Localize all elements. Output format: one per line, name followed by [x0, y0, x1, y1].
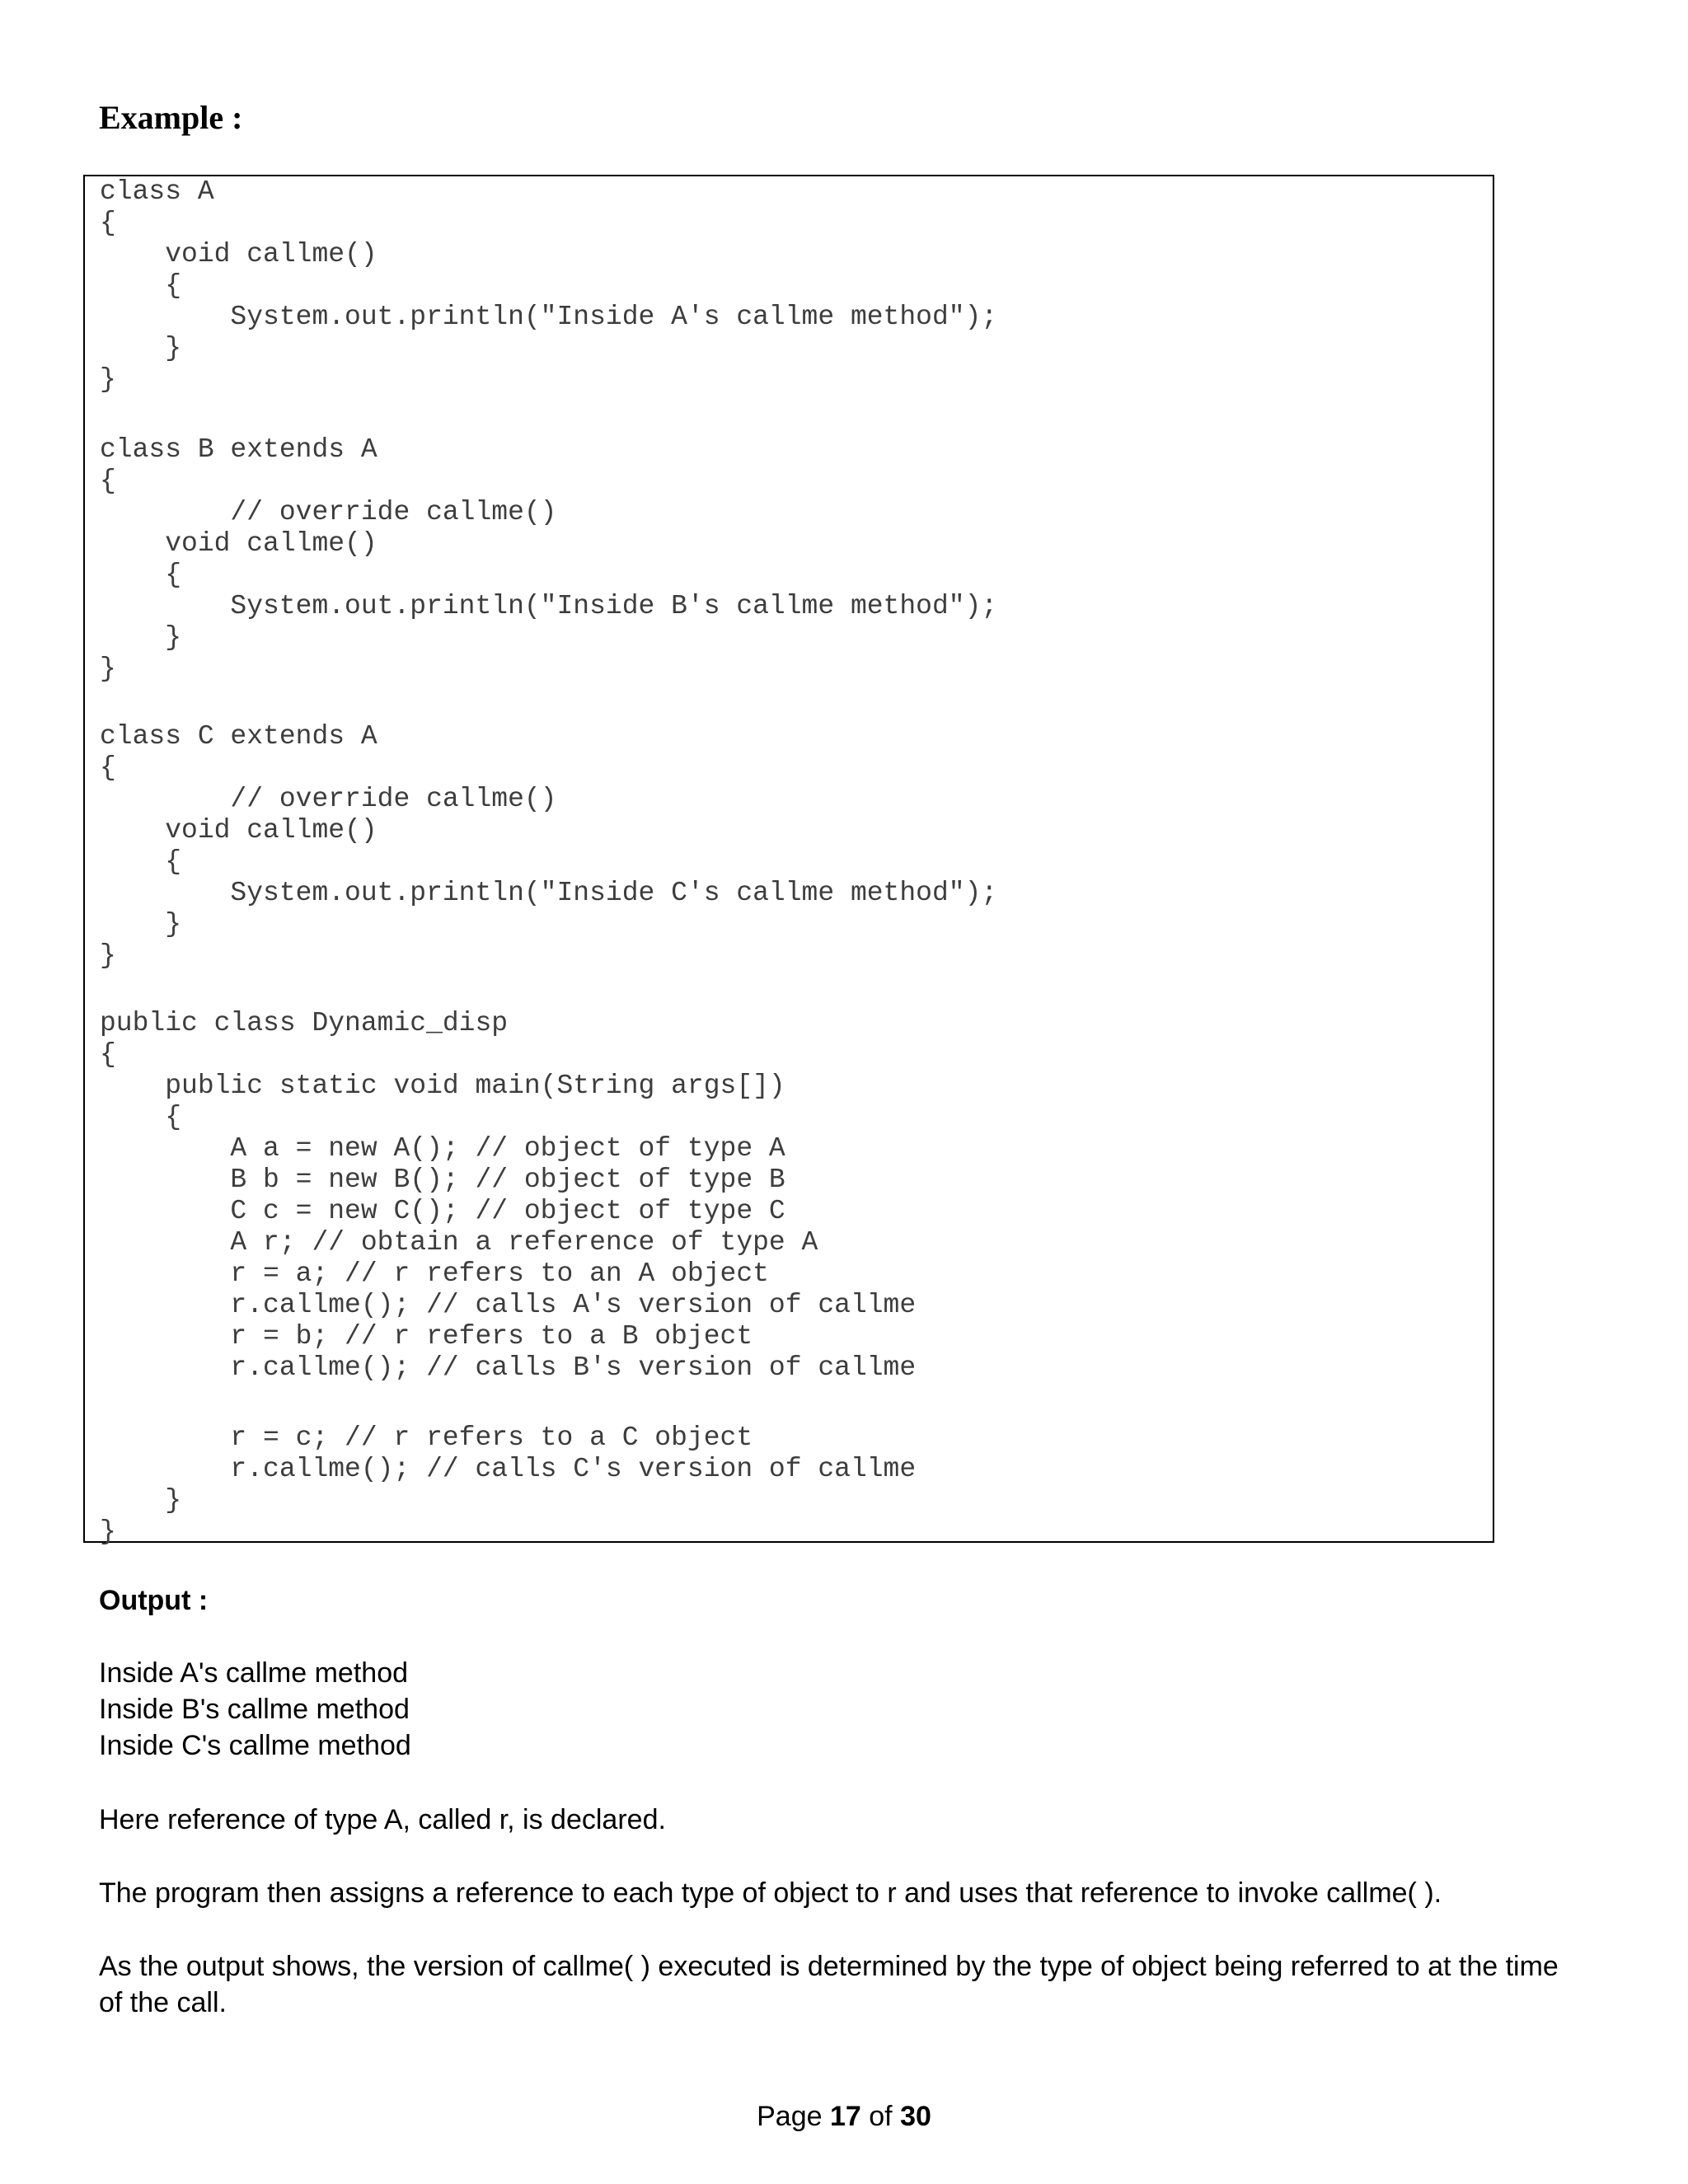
- code-line: {: [100, 466, 116, 496]
- code-line: B b = new B(); // object of type B: [100, 1165, 785, 1195]
- code-line: class C extends A: [100, 721, 377, 752]
- output-line: Inside B's callme method: [99, 1694, 410, 1725]
- output-line: Inside A's callme method: [99, 1657, 409, 1689]
- footer-current-page: 17: [829, 2101, 861, 2132]
- code-line: }: [100, 1516, 116, 1547]
- code-line: }: [100, 1485, 182, 1516]
- code-line: {: [100, 560, 182, 590]
- code-line: {: [100, 1039, 116, 1070]
- code-line: {: [100, 270, 182, 301]
- code-line: {: [100, 752, 116, 783]
- code-line: System.out.println("Inside C's callme method");: [100, 878, 998, 908]
- code-line: // override callme(): [100, 497, 557, 527]
- code-line: r.callme(); // calls C's version of callme: [100, 1454, 917, 1484]
- code-line: class B extends A: [100, 434, 377, 465]
- code-line: r.callme(); // calls A's version of callme: [100, 1290, 917, 1320]
- code-line: void callme(): [100, 239, 377, 269]
- code-block: [83, 175, 1494, 1547]
- code-line: void callme(): [100, 528, 377, 559]
- footer-of-word: of: [869, 2101, 893, 2132]
- code-line: r = c; // r refers to a C object: [100, 1422, 753, 1453]
- output-label: Output :: [99, 1585, 209, 1616]
- footer-total-pages: 30: [900, 2101, 931, 2132]
- code-line: }: [100, 622, 182, 653]
- code-line: {: [100, 846, 182, 877]
- code-line: public class Dynamic_disp: [100, 1008, 509, 1038]
- code-line: }: [100, 364, 116, 395]
- code-line: System.out.println("Inside A's callme method");: [100, 302, 998, 332]
- code-line: public static void main(String args[]): [100, 1071, 785, 1101]
- code-line: }: [100, 333, 182, 363]
- code-line: r = a; // r refers to an A object: [100, 1258, 769, 1289]
- code-line: {: [100, 208, 116, 238]
- code-line: // override callme(): [100, 784, 557, 814]
- code-line: void callme(): [100, 815, 377, 846]
- code-line: A a = new A(); // object of type A: [100, 1133, 785, 1164]
- code-line: {: [100, 1102, 182, 1132]
- explanation-paragraph: Here reference of type A, called r, is declared.: [99, 1804, 666, 1835]
- code-line: }: [100, 909, 182, 940]
- code-line: r = b; // r refers to a B object: [100, 1321, 753, 1352]
- footer-page-word: Page: [757, 2101, 823, 2132]
- code-line: }: [100, 654, 116, 684]
- code-line: class A: [100, 176, 214, 207]
- page-footer: [0, 2098, 1688, 2135]
- code-line: C c = new C(); // object of type C: [100, 1196, 785, 1226]
- output-line: Inside C's callme method: [99, 1730, 411, 1761]
- explanation-paragraph: As the output shows, the version of callme( ) executed is determined by the type of object being referred to at the time of the call.: [99, 1951, 1559, 2018]
- code-line: }: [100, 940, 116, 971]
- code-line: System.out.println("Inside B's callme method");: [100, 591, 998, 621]
- code-line: A r; // obtain a reference of type A: [100, 1227, 818, 1258]
- example-heading: Example :: [99, 99, 243, 136]
- code-line: r.callme(); // calls B's version of callme: [100, 1352, 917, 1383]
- explanation-paragraph: The program then assigns a reference to each type of object to r and uses that reference to invoke callme( ).: [99, 1877, 1442, 1909]
